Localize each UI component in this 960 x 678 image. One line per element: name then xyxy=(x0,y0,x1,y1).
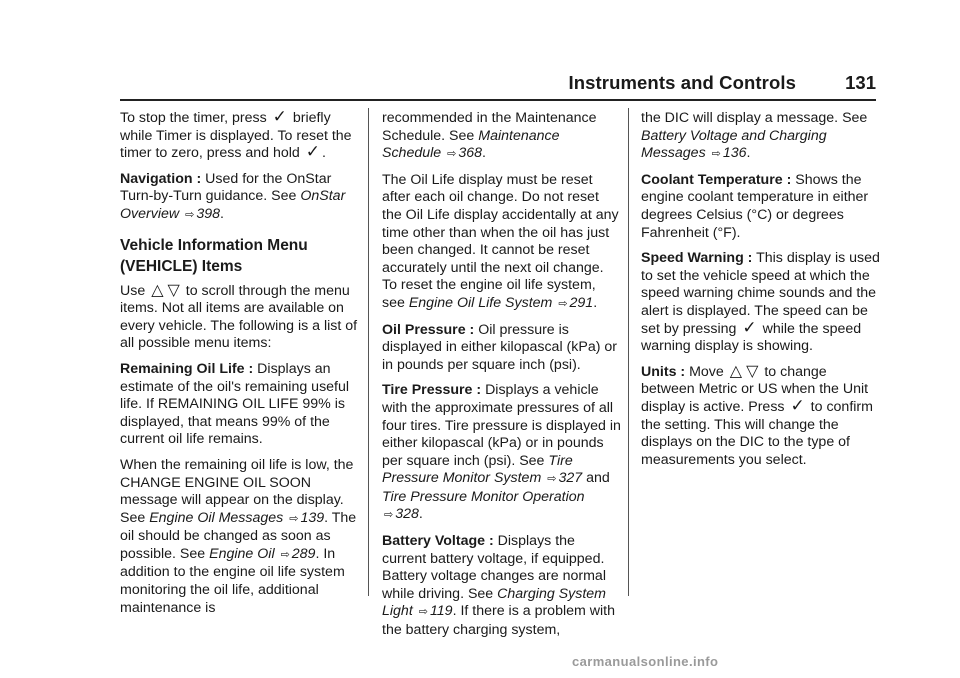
text: to scroll through the menu items. Not all items are available on every vehicle. The following is a list of all possible menu items: xyxy=(120,282,358,352)
navigation-paragraph: Navigation : Used for the OnStar Turn-by-Turn guidance. See OnStar Overview ⇨ 398. xyxy=(120,170,346,222)
label: Oil Pressure : xyxy=(382,321,475,338)
label: Navigation : xyxy=(120,170,202,187)
oil-pressure-paragraph xyxy=(382,322,622,375)
tire-pressure-paragraph: Tire Pressure : Displays a vehicle with the approximate pressures of all four tires. Tire pressure is displayed in either kilopascal (kPa) or in pounds per square inch (psi). See Tire Pressure Monitor System ⇨ 327 and Tire Pressure Monitor Operation ⇨ 328. xyxy=(382,382,621,523)
page-reference-arrow-icon: ⇨ xyxy=(547,473,557,486)
header-rule xyxy=(120,99,876,101)
maintenance-paragraph: recommended in the Maintenance Schedule. See Maintenance Schedule ⇨ 368. xyxy=(382,110,597,162)
text: while the speed warning display is showing. xyxy=(641,320,862,355)
cross-reference-link[interactable]: Engine Oil Messages xyxy=(149,509,284,526)
text: . If there is a problem with the battery charging system, xyxy=(382,603,615,639)
section-title: Instruments and Controls xyxy=(568,72,796,93)
battery-message-paragraph: the DIC will display a message. See Battery Voltage and Charging Messages ⇨ 136. xyxy=(641,110,868,162)
page-reference-arrow-icon: ⇨ xyxy=(280,548,290,561)
page-number: 131 xyxy=(845,72,876,93)
text: Oil pressure is displayed in either kilopascal (kPa) or in pounds per square inch (psi). xyxy=(382,321,617,373)
page-reference[interactable]: 289 xyxy=(291,545,316,562)
cross-reference-link[interactable]: Tire Pressure Monitor System xyxy=(382,452,573,487)
coolant-temperature-paragraph xyxy=(641,172,881,242)
label: Speed Warning : xyxy=(641,250,753,267)
page-reference[interactable]: 327 xyxy=(558,470,583,487)
text: To stop the timer, press xyxy=(120,110,267,126)
page-reference[interactable]: 139 xyxy=(300,509,325,526)
oil-reset-paragraph: The Oil Life display must be reset after each oil change. Do not reset the Oil Life display accidentally at any time other than when the oil has just been changed. It cannot be reset accurately until the next oil change. To reset the engine oil life system, see Engine Oil Life System ⇨ 291. xyxy=(382,171,619,311)
page-reference-arrow-icon: ⇨ xyxy=(558,297,568,310)
page-reference[interactable]: 136 xyxy=(722,145,747,162)
text: The Oil Life display must be reset after each oil change. Do not reset the Oil Life display accidentally at any time other than when the oil has just been changed. It cannot be reset accurately until the next oil change. To reset the engine oil life system, see xyxy=(382,171,619,311)
column-1 xyxy=(120,107,360,625)
text: Move xyxy=(689,363,724,380)
text: the DIC will display a message. See xyxy=(641,110,868,126)
text: Displays a vehicle with the approximate pressures of all four tires. Tire pressure is displayed in either kilopascal (kPa) or in pounds per square inch (psi). See xyxy=(382,382,621,469)
checkmark-icon: ✓ xyxy=(272,107,287,126)
checkmark-icon: ✓ xyxy=(790,395,805,415)
timer-paragraph xyxy=(120,107,360,163)
text: to confirm the setting. This will change the displays on the DIC to the type of measurements you select. xyxy=(641,398,873,468)
page-reference-arrow-icon: ⇨ xyxy=(185,208,195,221)
cross-reference-link[interactable]: Engine Oil Life System xyxy=(408,294,553,311)
section-heading: Vehicle Information Menu (VEHICLE) Items xyxy=(120,236,308,275)
column-2 xyxy=(382,110,622,648)
text: recommended in the Maintenance Schedule. See xyxy=(382,110,597,144)
watermark: carmanualsonline.info xyxy=(572,654,719,669)
page-reference[interactable]: 291 xyxy=(569,294,594,311)
text: In addition to the engine oil life system monitoring the oil life, additional maintenance is xyxy=(120,545,345,616)
page-reference[interactable]: 368 xyxy=(458,145,483,162)
page-reference[interactable]: 119 xyxy=(429,603,453,620)
thumbwheel-up-icon: △ xyxy=(151,281,164,299)
thumbwheel-down-icon: ▽ xyxy=(167,281,180,299)
oil-low-paragraph: When the remaining oil life is low, the CHANGE ENGINE OIL SOON message will appear on the display. See Engine Oil Messages ⇨ 139. The oil should be changed as soon as possible. See Engine Oil ⇨ 289. In addition to the engine oil life system monitoring the oil life, additional maintenance is xyxy=(120,456,357,616)
page-reference-arrow-icon: ⇨ xyxy=(384,509,394,522)
thumbwheel-down-icon: ▽ xyxy=(746,362,759,380)
column-3 xyxy=(641,110,881,477)
speed-warning-paragraph xyxy=(641,250,881,356)
cross-reference-link[interactable]: OnStar Overview xyxy=(120,188,346,222)
battery-voltage-paragraph xyxy=(382,533,622,640)
label: Battery Voltage : xyxy=(382,533,494,550)
text: This display is used to set the vehicle speed at which the speed warning chime sounds and the alert is displayed. The speed can be set by pressing xyxy=(641,250,880,337)
checkmark-icon: ✓ xyxy=(742,317,757,337)
page-reference[interactable]: 328 xyxy=(395,506,419,523)
page-reference[interactable]: 398 xyxy=(196,205,220,222)
text: to change between Metric or US when the Unit display is active. Press xyxy=(641,363,869,415)
text: Use xyxy=(120,282,146,299)
use-paragraph xyxy=(120,283,360,353)
label: Units : xyxy=(641,363,686,380)
cross-reference-link[interactable]: Maintenance Schedule xyxy=(382,127,560,162)
cross-reference-link[interactable]: Charging System Light xyxy=(382,585,606,620)
text: . xyxy=(322,145,326,162)
text: Used for the OnStar Turn-by-Turn guidance. See xyxy=(120,170,332,205)
units-paragraph xyxy=(641,364,881,470)
cross-reference-link[interactable]: Engine Oil xyxy=(209,545,275,562)
text: The oil should be changed as soon as possible. See xyxy=(120,509,357,562)
page-reference-arrow-icon: ⇨ xyxy=(418,606,428,619)
cross-reference-link[interactable]: Battery Voltage and Charging Messages xyxy=(641,127,827,162)
page-reference-arrow-icon: ⇨ xyxy=(711,148,721,161)
page-header xyxy=(0,72,876,96)
cross-reference-link[interactable]: Tire Pressure Monitor Operation xyxy=(382,488,585,505)
page-reference-arrow-icon: ⇨ xyxy=(447,148,457,161)
label: Remaining Oil Life : xyxy=(120,360,254,377)
remaining-oil-life-paragraph xyxy=(120,361,360,449)
text: When the remaining oil life is low, the CHANGE ENGINE OIL SOON message will appear on the display. See xyxy=(120,456,354,526)
text: Displays an estimate of the oil's remaining useful life. If REMAINING OIL LIFE 99% is displayed, that means 99% of the current oil life remains. xyxy=(120,360,350,448)
text: Displays the current battery voltage, if equipped. Battery voltage changes are normal while driving. See xyxy=(382,533,606,602)
label: Coolant Temperature : xyxy=(641,171,792,188)
checkmark-icon: ✓ xyxy=(305,142,320,162)
text: and xyxy=(586,470,610,487)
text: Shows the engine coolant temperature in either degrees Celsius (°C) or degrees Fahrenheit (°F). xyxy=(641,171,869,241)
label: Tire Pressure : xyxy=(382,382,482,399)
text: briefly while Timer is displayed. To reset the timer to zero, press and hold xyxy=(120,110,352,162)
column-divider xyxy=(368,108,369,596)
thumbwheel-up-icon: △ xyxy=(729,362,743,380)
column-divider xyxy=(628,108,629,596)
page-reference-arrow-icon: ⇨ xyxy=(289,512,299,525)
